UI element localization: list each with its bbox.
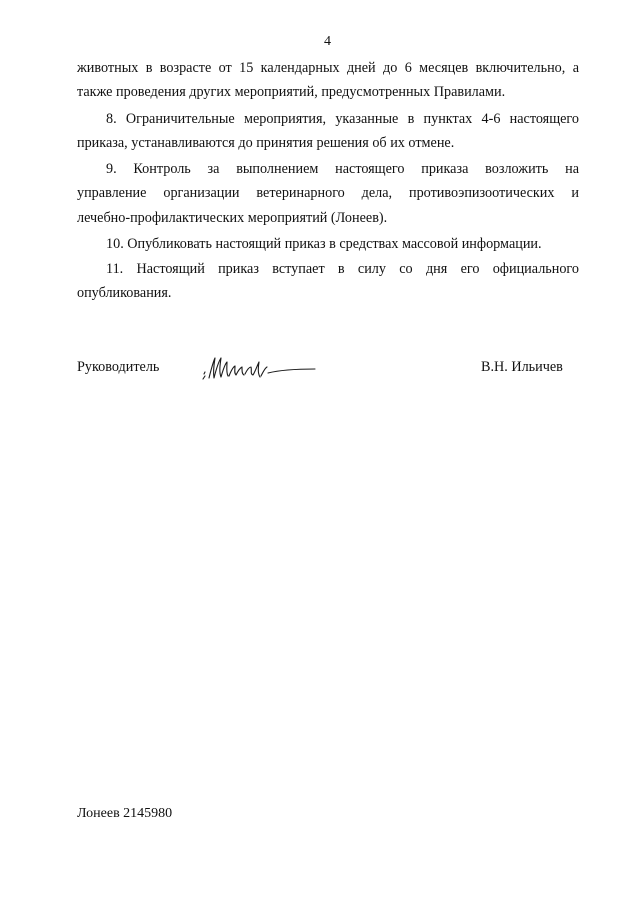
page-number: 4 (324, 34, 331, 49)
signatory-name: В.Н. Ильичев (481, 359, 563, 375)
text-line: 11. Настоящий приказ вступает в силу со дня его официального (106, 261, 579, 277)
text-line: приказа, устанавливаются до принятия решения об их отмене. (77, 135, 455, 151)
text-line: лечебно-профилактических мероприятий (Лонеев). (77, 210, 388, 226)
handwritten-signature (198, 352, 318, 389)
text-line: 10. Опубликовать настоящий приказ в средствах массовой информации. (106, 236, 542, 252)
executor-footer: Лонеев 2145980 (77, 806, 173, 821)
text-line: также проведения других мероприятий, предусмотренных Правилами. (77, 84, 506, 100)
text-line: 9. Контроль за выполнением настоящего приказа возложить на (106, 161, 579, 177)
text-line: 8. Ограничительные мероприятия, указанные в пунктах 4-6 настоящего (106, 111, 579, 127)
text-line: опубликования. (77, 285, 172, 301)
text-line: управление организации ветеринарного дела, противоэпизоотических и (77, 185, 579, 201)
text-line: животных в возрасте от 15 календарных дней до 6 месяцев включительно, а (77, 60, 579, 76)
signatory-title: Руководитель (77, 359, 160, 375)
